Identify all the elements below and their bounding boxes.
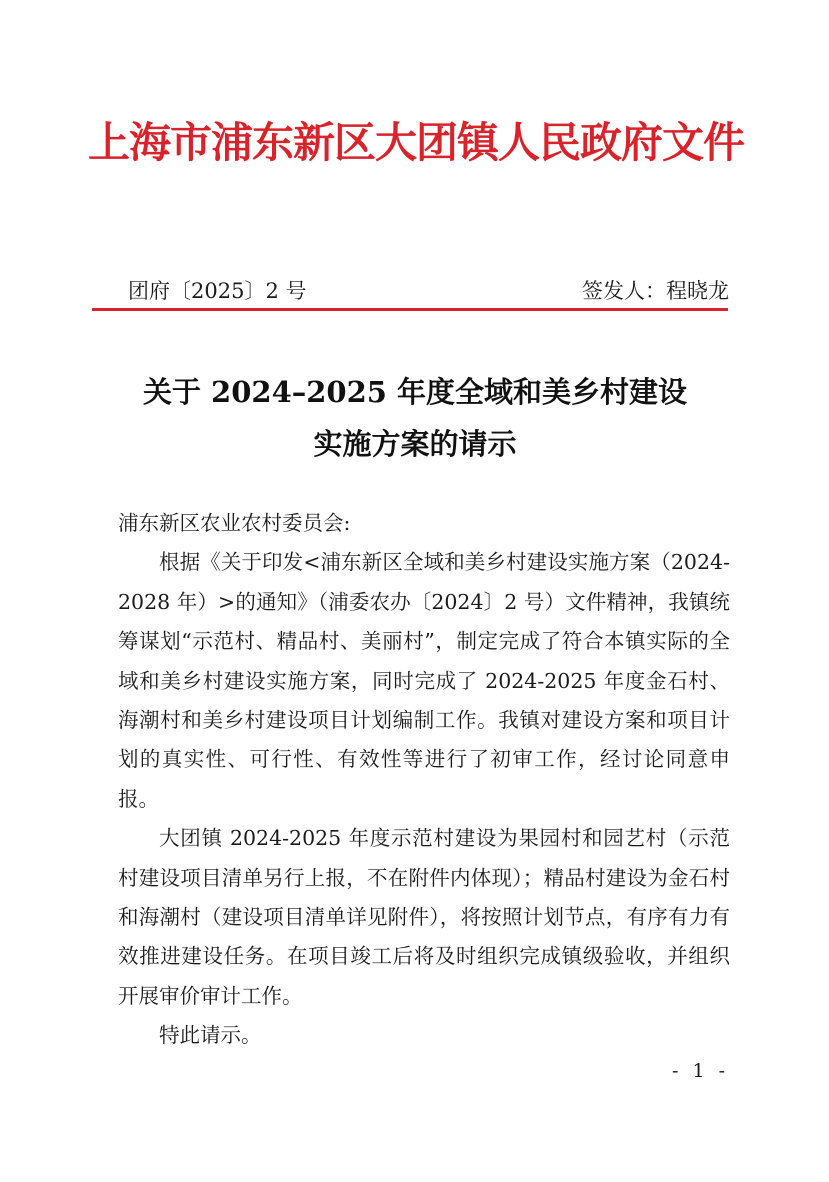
title-line-1: 关于 2024–2025 年度全域和美乡村建设 (142, 375, 688, 409)
red-separator-line (92, 308, 728, 311)
salutation: 浦东新区农业农村委员会: (118, 511, 351, 535)
body-paragraph-2: 大团镇 2024-2025 年度示范村建设为果园村和园艺村（示范村建设项目清单另行上报，不在附件内体现）；精品村建设为金石村和海潮村（建设项目清单详见附件），将按照计划节点，有序有力有效推进建设任务。在项目竣工后将及时组织完成镇级验收，并组织开展审价审计工作。 (118, 826, 730, 1008)
document-body (118, 504, 730, 1056)
body-paragraph-1: 根据《关于印发<浦东新区全域和美乡村建设实施方案（2024-2028 年）>的通知》（浦委农办〔2024〕2 号）文件精神，我镇统筹谋划“示范村、精品村、美丽村”，制定完成了符合本镇实际的全域和美乡村建设实施方案，同时完成了 2024-2025 年度金石村、海潮村和美乡村建设项目计划编制工作。我镇对建设方案和项目计划的真实性、可行性、有效性等进行了初审工作，经讨论同意申报。 (118, 550, 730, 811)
closing-request: 特此请示。 (159, 1023, 262, 1048)
signer: 签发人：程晓龙 (582, 279, 729, 303)
document-number: 团府〔2025〕2 号 (128, 279, 307, 303)
document-title (80, 366, 750, 470)
issuer-header: 上海市浦东新区大团镇人民政府文件 (87, 118, 744, 167)
page-number: - 1 - (671, 1060, 729, 1082)
title-line-2: 实施方案的请示 (313, 427, 517, 461)
